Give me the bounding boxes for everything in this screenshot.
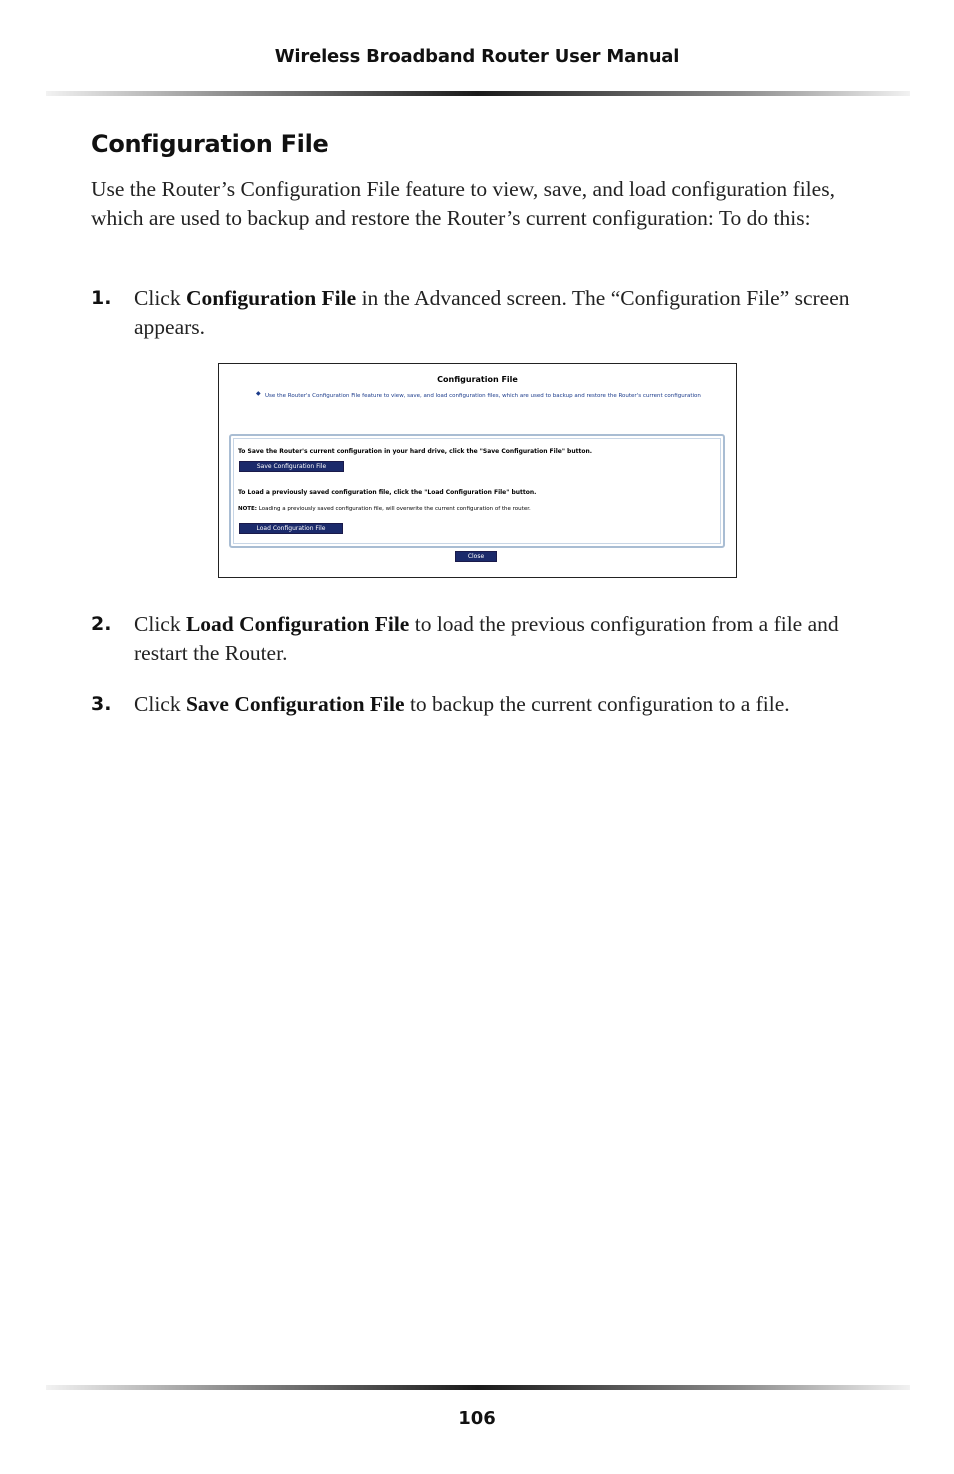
page-number: 106 [458,1408,496,1429]
section-heading: Configuration File [91,130,329,158]
bullet-icon: ◆ [256,390,261,397]
footer-divider [46,1385,910,1390]
screen-description: Use the Router's Configuration File feature to view, save, and load configuration files, which are used to backup and restore the Router's current configuration [265,393,701,399]
note-label: NOTE: [238,506,257,512]
load-configuration-file-button[interactable]: Load Configuration File [239,523,343,534]
header-divider [46,91,910,96]
configuration-file-screenshot [218,363,737,578]
save-configuration-file-button[interactable]: Save Configuration File [239,461,344,472]
intro-paragraph: Use the Router’s Configuration File feature to view, save, and load configuration files, which are used to backup and restore the Router’s current configuration: To do this: [91,177,835,230]
manual-title: Wireless Broadband Router User Manual [274,46,680,67]
step-ui-term: Load Configuration File [185,612,410,636]
step-number: 2. [91,613,112,635]
step-text: Click Load Configuration File to load the previous configuration from a file and restart the Router. [134,612,839,665]
step-text: Click Configuration File in the Advanced screen. The “Configuration File” screen appears. [134,286,850,339]
step-ui-term: Save Configuration File [185,692,405,716]
overwrite-note: NOTE: Loading a previously saved configuration file, will overwrite the current configuration of the router. [238,506,531,512]
load-instruction: To Load a previously saved configuration file, click the "Load Configuration File" button. [238,489,537,496]
save-instruction: To Save the Router's current configuration in your hard drive, click the "Save Configuration File" button. [238,448,593,455]
step-number: 3. [91,693,112,715]
config-panel [229,434,725,548]
step-ui-term: Configuration File [185,286,357,310]
screen-title: Configuration File [437,375,518,384]
step-number: 1. [91,287,112,309]
config-panel-inner [233,438,721,544]
close-button[interactable]: Close [455,551,497,562]
step-text: Click Save Configuration File to backup the current configuration to a file. [134,692,790,716]
